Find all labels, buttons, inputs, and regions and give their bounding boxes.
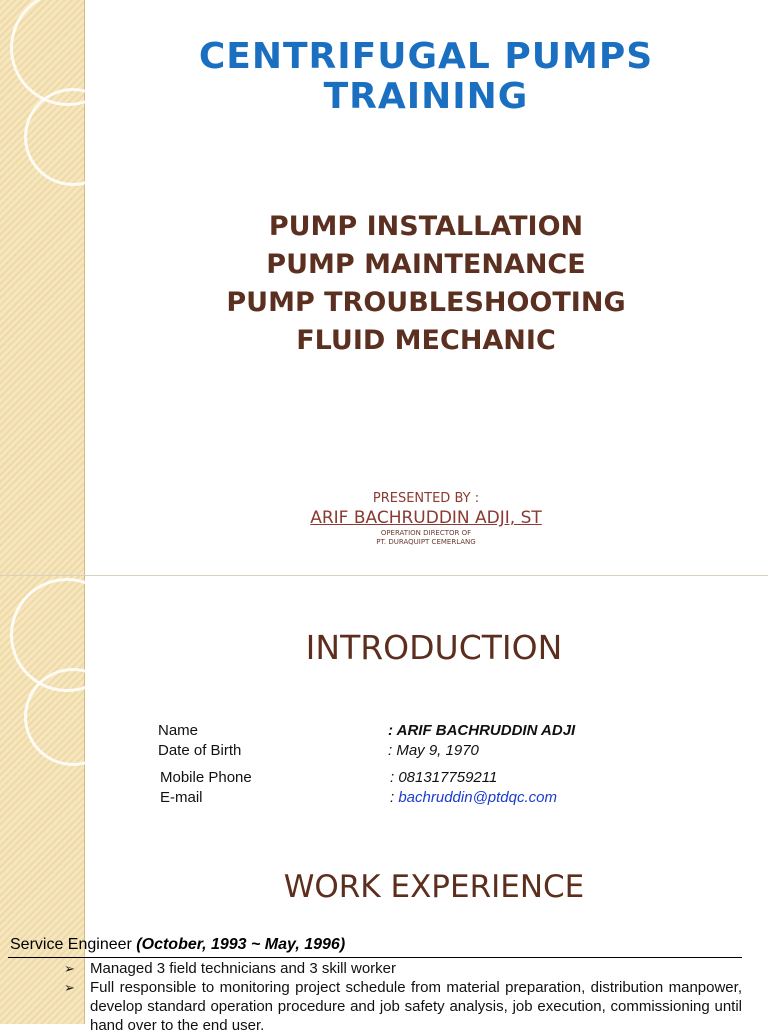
- email-link[interactable]: bachruddin@ptdqc.com: [398, 789, 557, 806]
- topic-item: FLUID MECHANIC: [296, 325, 556, 356]
- email-colon: :: [390, 789, 399, 806]
- work-experience-heading: WORK EXPERIENCE: [283, 869, 585, 905]
- name-label: Name: [158, 722, 199, 739]
- topic-item: PUMP MAINTENANCE: [266, 249, 586, 280]
- arrow-bullet-icon: ➢: [64, 980, 75, 995]
- phone-label: Mobile Phone: [160, 769, 252, 786]
- topic-list: [84, 208, 768, 360]
- dob-label: Date of Birth: [158, 742, 242, 759]
- presenter-company: PT. DURAQUIPT CEMERLANG: [376, 538, 476, 546]
- presented-by-label: PRESENTED BY :: [372, 491, 480, 506]
- job-divider: [8, 957, 742, 958]
- bullet-text: Full responsible to monitoring project schedule from material preparation, distribution manpower, develop standard operation procedure and job safety analysis, job execution, commissioning until hand over to the end user.: [90, 979, 742, 1034]
- introduction-heading: INTRODUCTION: [305, 628, 563, 667]
- topic-item: PUMP INSTALLATION: [268, 211, 584, 242]
- job-position: Service Engineer: [10, 936, 132, 953]
- job-bullet-list: [60, 959, 742, 1035]
- arrow-bullet-icon: ➢: [64, 961, 75, 976]
- presenter-role: OPERATION DIRECTOR OF: [380, 529, 472, 537]
- bullet-text: Managed 3 field technicians and 3 skill worker: [90, 960, 396, 977]
- topic-item: PUMP TROUBLESHOOTING: [226, 287, 626, 318]
- presenter-name: ARIF BACHRUDDIN ADJI, ST: [310, 508, 542, 528]
- name-value: : ARIF BACHRUDDIN ADJI: [388, 722, 576, 739]
- email-label: E-mail: [160, 789, 203, 806]
- presenter-block: [84, 491, 768, 547]
- job-period: (October, 1993 ~ May, 1996): [136, 936, 346, 953]
- introduction-slide: [0, 576, 768, 1034]
- email-value-row: [390, 789, 557, 806]
- title-line: CENTRIFUGAL PUMPS: [198, 36, 654, 77]
- phone-value: : 081317759211: [390, 769, 498, 786]
- title-line: TRAINING: [323, 76, 529, 117]
- job-heading: [10, 936, 345, 954]
- list-item: [60, 959, 742, 978]
- list-item: [60, 978, 742, 1035]
- presentation-title: [84, 37, 768, 117]
- dob-value: : May 9, 1970: [388, 742, 479, 759]
